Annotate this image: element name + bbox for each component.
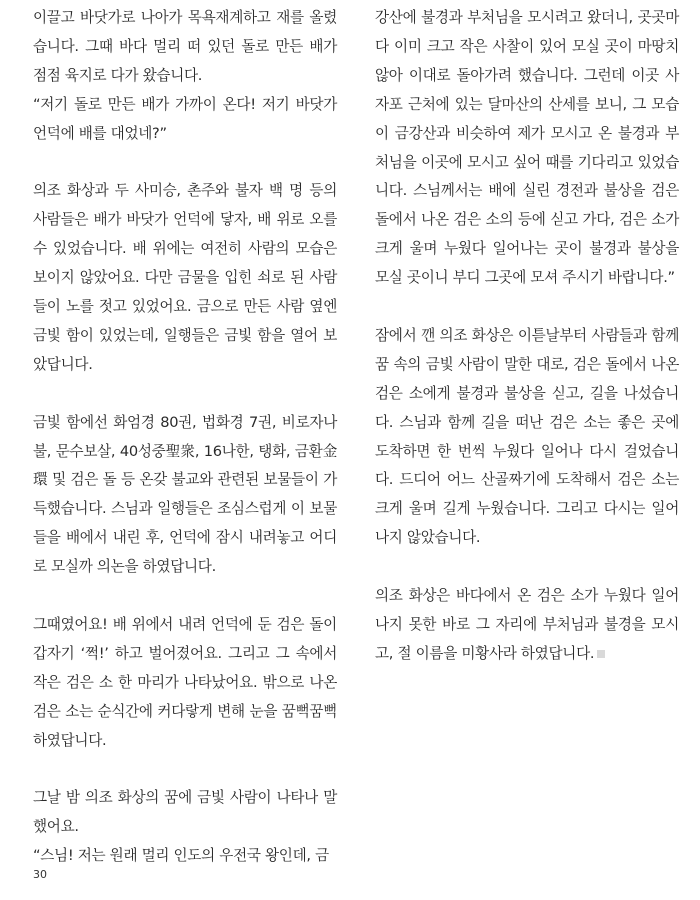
paragraph-text: 잠에서 깬 의조 화상은 이튿날부터 사람들과 함께 꿈 속의 금빛 사람이 말한 대로, 검은 돌에서 나온 검은 소에게 불경과 불상을 싣고, 길을 나섰습니다. 스님과 함께 길을 떠난 검은 소는 좋은 곳에 도착하면 한 번씩 누웠다 일어나 다시 걸었습니다. 드디어 어느 산골짜기에 도착해서 검은 소는 크게 울며 길게 누웠습니다. 그리고 다시는 일어나지 않았습니다. — [375, 326, 679, 547]
paragraph-text: 금빛 함에선 화엄경 80권, 법화경 7권, 비로자나불, 문수보살, 40성중聖衆, 16나한, 탱화, 금환金環 및 검은 돌 등 온갖 불교와 관련된 보물들이 가득했습니다. 스님과 일행들은 조심스럽게 이 보물들을 배에서 내린 후, 언덕에 잠시 내려놓고 어디로 모실까 의논을 하였답니다. — [33, 413, 337, 576]
paragraph-text: 의조 화상은 바다에서 온 검은 소가 누웠다 일어나지 못한 바로 그 자리에 부처님과 불경을 모시고, 절 이름을 미황사라 하였답니다. — [375, 587, 679, 662]
left-column — [33, 4, 337, 900]
paragraph-black-ox — [33, 611, 337, 756]
paragraph-dream — [33, 784, 337, 871]
paragraph-text: 의조 화상과 두 사미승, 촌주와 불자 백 명 등의 사람들은 배가 바닷가 언덕에 닿자, 배 위로 오를 수 있었습니다. 배 위에는 여전히 사람의 모습은 보이지 않았어요. 다만 금물을 입힌 쇠로 된 사람들이 노를 젓고 있었어요. 금으로 만든 사람 옆엔 금빛 함이 있었는데, 일행들은 금빛 함을 열어 보았답니다. — [33, 182, 337, 373]
paragraph-text: 그때였어요! 배 위에서 내려 언덕에 둔 검은 돌이 갑자기 ‘쩍!’ 하고 벌어졌어요. 그리고 그 속에서 작은 검은 소 한 마리가 나타났어요. 밖으로 나온 검은 소는 순식간에 커다랗게 변해 눈을 꿈뻑꿈뻑하였답니다. — [33, 615, 337, 749]
paragraph-boarding — [33, 177, 337, 379]
paragraph-text: 강산에 불경과 부처님을 모시려고 왔더니, 곳곳마다 이미 크고 작은 사찰이 있어 모실 곳이 마땅치 않아 이대로 돌아가려 했습니다. 그런데 이곳 사자포 근처에 있는 달마산의 산세를 보니, 그 모습이 금강산과 비슷하여 제가 모시고 온 불경과 부처님을 이곳에 모시고 싶어 때를 기다리고 있었습니다. 스님께서는 배에 실린 경전과 불상을 검은 돌에서 나온 검은 소의 등에 싣고 가다, 검은 소가 크게 울며 누웠다 일어나는 곳이 불경과 불상을 모실 곳이니 부디 그곳에 모셔 주시기 바랍니다.” — [375, 9, 679, 287]
page-number: 30 — [33, 868, 47, 881]
quote-line: “스님! 저는 원래 멀리 인도의 우전국 왕인데, 금 — [33, 847, 329, 865]
paragraph-dream-continued — [375, 4, 679, 293]
right-column — [375, 4, 679, 698]
paragraph-stone-ship — [33, 4, 337, 149]
paragraph-text: 그날 밤 의조 화상의 꿈에 금빛 사람이 나타나 말했어요. — [33, 789, 337, 836]
quote-line: “저기 돌로 만든 배가 가까이 온다! 저기 바닷가 언덕에 배를 대었네?” — [33, 95, 337, 142]
paragraph-journey — [375, 322, 679, 553]
paragraph-text: 이끌고 바닷가로 나아가 목욕재계하고 재를 올렸습니다. 그때 바다 멀리 떠 있던 돌로 만든 배가 점점 육지로 다가 왔습니다. — [33, 9, 337, 84]
paragraph-treasures — [33, 409, 337, 582]
end-mark-icon — [597, 650, 605, 658]
paragraph-mihwangsa — [375, 582, 679, 669]
